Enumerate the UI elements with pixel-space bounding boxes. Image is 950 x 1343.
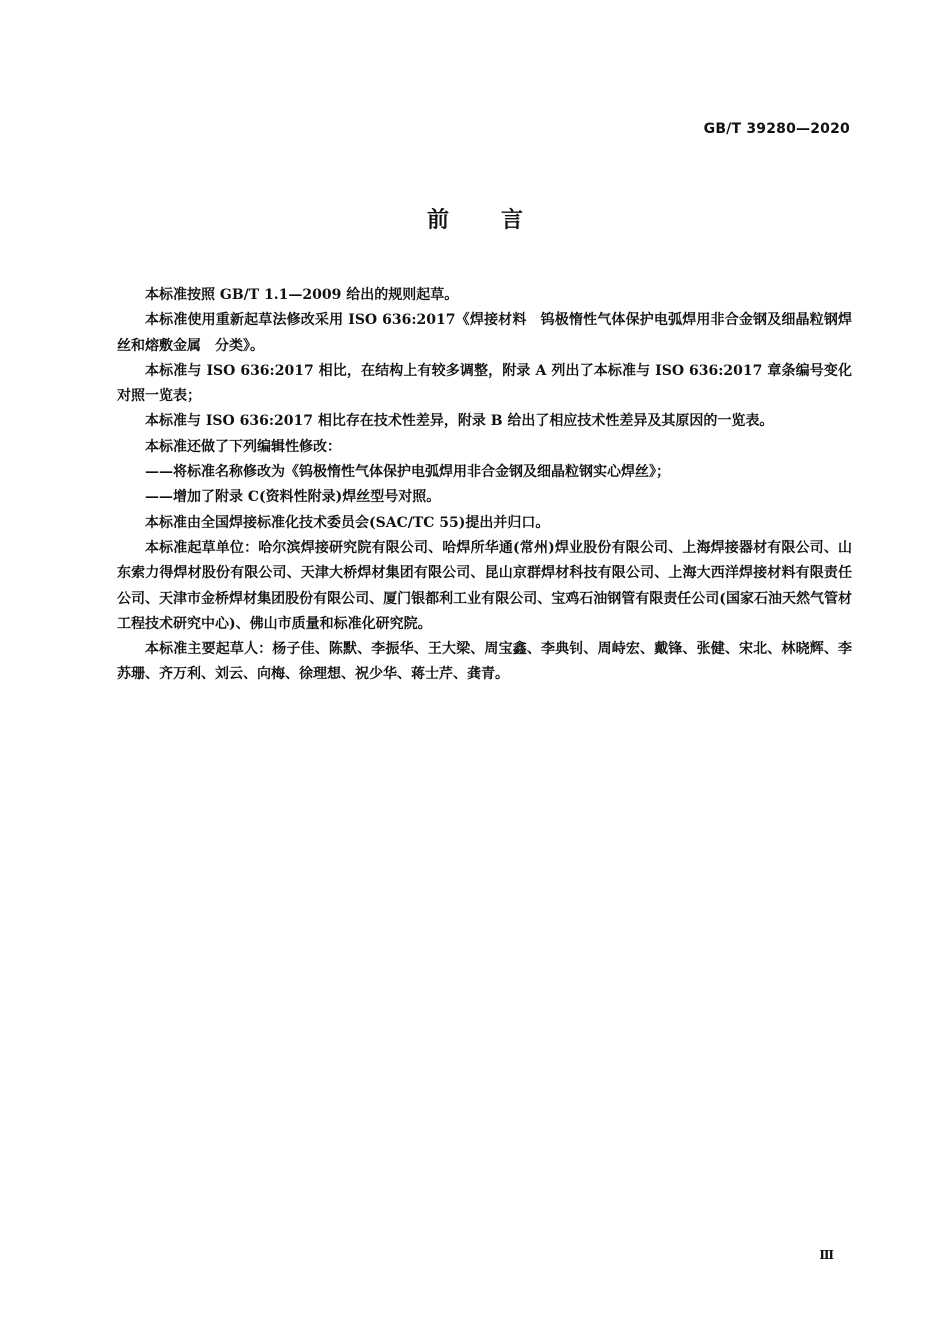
- list-item-title-change: ——将标准名称修改为《钨极惰性气体保护电弧焊用非合金钢及细晶粒钢实心焊丝》；: [145, 464, 670, 481]
- paragraph-committee: 本标准由全国焊接标准化技术委员会(SAC/TC 55)提出并归口。: [145, 514, 550, 531]
- paragraph-drafters: 本标准主要起草人：杨子佳、陈默、李振华、王大梁、周宝鑫、李典钊、周峙宏、戴锋、张健、宋北、林晓辉、李苏珊、齐万利、刘云、向梅、徐理想、祝少华、蒋士芹、龚青。: [117, 641, 852, 683]
- list-item-annex-c: ——增加了附录 C(资料性附录)焊丝型号对照。: [145, 489, 441, 506]
- standard-number: GB/T 39280—2020: [703, 121, 850, 137]
- page-title: 前言: [426, 208, 575, 233]
- foreword-body: [117, 283, 852, 688]
- paragraph-editorial-intro: 本标准还做了下列编辑性修改：: [145, 438, 341, 455]
- paragraph-adoption: 本标准使用重新起草法修改采用 ISO 636:2017《焊接材料 钨极惰性气体保护电弧焊用非合金钢及细晶粒钢焊丝和熔敷金属 分类》。: [117, 312, 852, 354]
- page-number: Ⅲ: [819, 1248, 834, 1262]
- paragraph-drafting-units: 本标准起草单位：哈尔滨焊接研究院有限公司、哈焊所华通(常州)焊业股份有限公司、上海焊接器材有限公司、山东索力得焊材股份有限公司、天津大桥焊材集团有限公司、昆山京群焊材科技有限公司、上海大西洋焊接材料有限责任公司、天津市金桥焊材集团股份有限公司、厦门银都利工业有限公司、宝鸡石油钢管有限责任公司(国家石油天然气管材工程技术研究中心)、佛山市质量和标准化研究院。: [117, 539, 852, 632]
- paragraph-technical-differences: 本标准与 ISO 636:2017 相比存在技术性差异，附录 B 给出了相应技术性差异及其原因的一览表。: [145, 413, 774, 430]
- paragraph-drafting-rules: 本标准按照 GB/T 1.1—2009 给出的规则起草。: [145, 287, 459, 303]
- paragraph-structure-changes: 本标准与 ISO 636:2017 相比，在结构上有较多调整，附录 A 列出了本标准与 ISO 636:2017 章条编号变化对照一览表；: [117, 362, 852, 405]
